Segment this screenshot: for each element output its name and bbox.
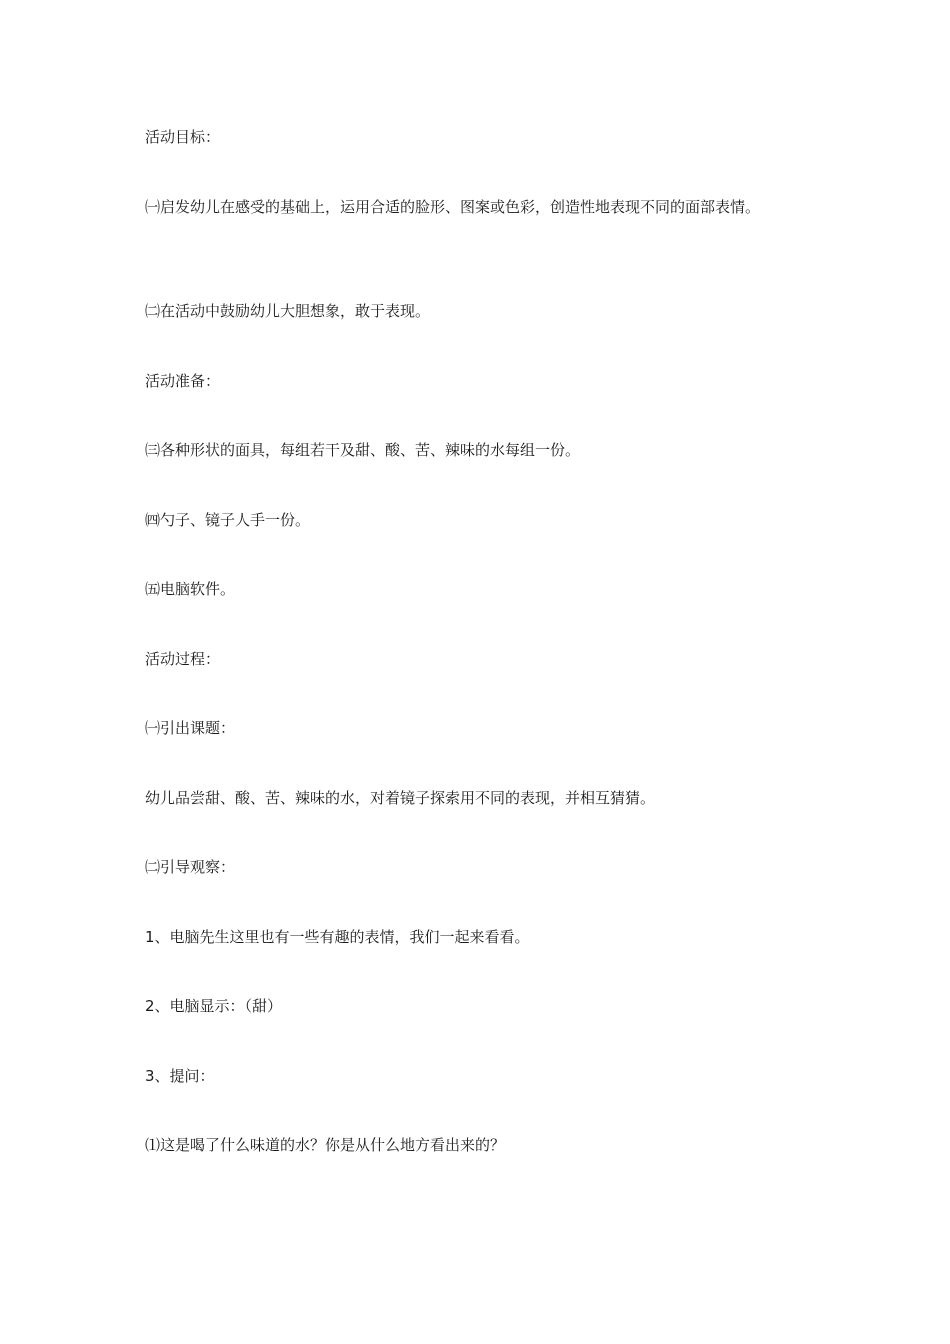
question-item-1: ⑴这是喝了什么味道的水？你是从什么地方看出来的？ xyxy=(145,1136,506,1154)
preparation-item-3: ㈤电脑软件。 xyxy=(145,580,236,598)
goal-item-1: ㈠启发幼儿在感受的基础上，运用合适的脸形、图案或色彩，创造性地表现不同的面部表情。 xyxy=(145,198,761,216)
process-step-1-title: ㈠引出课题： xyxy=(145,719,236,737)
process-step-2-item-2: 2、电脑显示：（甜） xyxy=(145,997,283,1015)
goal-item-2: ㈡在活动中鼓励幼儿大胆想象，敢于表现。 xyxy=(145,302,431,320)
process-step-2-title: ㈡引导观察： xyxy=(145,858,236,876)
preparation-item-2: ㈣勺子、镜子人手一份。 xyxy=(145,511,311,529)
section-heading-preparation: 活动准备： xyxy=(145,372,221,390)
process-step-2-item-3: 3、提问： xyxy=(145,1067,215,1085)
process-step-1-text: 幼儿品尝甜、酸、苦、辣味的水，对着镜子探索用不同的表现，并相互猜猜。 xyxy=(145,789,656,807)
process-step-2-item-1: 1、电脑先生这里也有一些有趣的表情，我们一起来看看。 xyxy=(145,928,530,946)
preparation-item-1: ㈢各种形状的面具，每组若干及甜、酸、苦、辣味的水每组一份。 xyxy=(145,441,581,459)
section-heading-goals: 活动目标： xyxy=(145,128,221,146)
section-heading-process: 活动过程： xyxy=(145,650,221,668)
